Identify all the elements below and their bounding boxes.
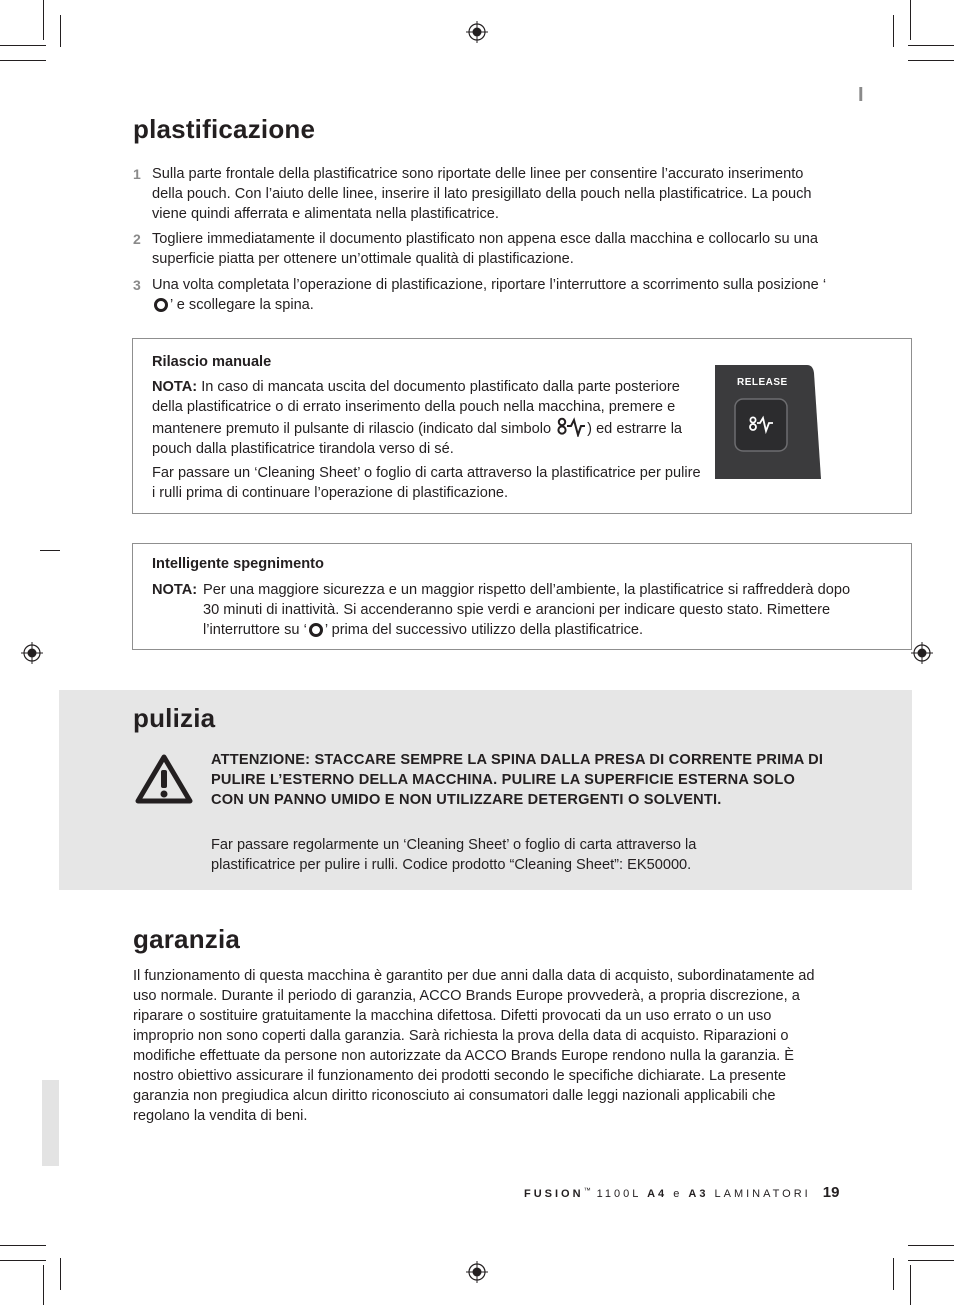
- shutdown-heading: Intelligente spegnimento: [152, 556, 324, 572]
- footer-a3: A3: [688, 1188, 709, 1200]
- cleaning-text: Far passare regolarmente un ‘Cleaning Sheet’ o foglio di carta attraverso la plastificatrice per pulire i rulli. Codice prodotto “Cleaning Sheet”: EK50000.: [211, 837, 697, 873]
- shutdown-text: Per una maggiore sicurezza e un maggior rispetto dell’ambiente, la plastificatrice si raffredderà dopo 30 minuti di inattività. Si accenderanno spie verdi e arancioni per indicare questo stato. Rimettere l’interruttore su ‘ ’ prima del successivo utilizzo della plastificatrice.: [203, 582, 851, 638]
- release-heading: Rilascio manuale: [152, 354, 272, 370]
- footer-brand: FUSION: [524, 1188, 584, 1200]
- off-circle-icon: [154, 298, 168, 312]
- release-label: RELEASE: [737, 377, 788, 388]
- registration-mark-icon: [466, 21, 488, 43]
- footer-conj: e: [673, 1188, 683, 1200]
- section-title-garanzia: garanzia: [133, 924, 241, 954]
- step-text: Togliere immediatamente il documento plastificato non appena esce dalla macchina e collocarlo su una superficie piatta per ottenere un’ottimale qualità di plastificazione.: [152, 231, 819, 267]
- release-button-illustration: [713, 363, 823, 481]
- section-title-plastificazione: plastificazione: [133, 114, 316, 144]
- shutdown-note-box: [132, 543, 912, 650]
- warranty-text: Il funzionamento di questa macchina è garantito per due anni dalla data di acquisto, subordinatamente ad uso normale. Durante il periodo di garanzia, ACCO Brands Europe provvederà, a propria discrezione, a riparare o sostituire gratuitamente la macchina difettosa. Difetti provocati da un uso errato o un uso improprio non sono coperti dalla garanzia. Sarà richiesta la prova della data di acquisto. Riparazioni o modifiche effettuate da persone non autorizzate da ACCO Brands Europe rendono nulla la garanzia. È nostro obiettivo assicurare il funzionamento dei prodotti secondo le specifiche dichiarate. La presente garanzia non pregiudica alcun diritto riconosciuto ai consumatori dalle leggi nazionali applicabili che regolano la vendita di beni.: [133, 968, 815, 1124]
- release-symbol-icon: [556, 417, 586, 437]
- side-tab: [42, 1080, 59, 1166]
- step-number: 3: [133, 277, 141, 293]
- off-circle-icon: [309, 623, 323, 637]
- step-text: Una volta completata l’operazione di plastificazione, riportare l’interruttore a scorrimento sulla posizione ‘’ e scollegare la spina.: [152, 277, 827, 313]
- step-number: 1: [133, 166, 141, 182]
- warning-triangle-icon: [135, 754, 193, 804]
- registration-mark-icon: [21, 642, 43, 664]
- language-marker: I: [858, 84, 864, 106]
- footer-model: 1100L: [596, 1188, 641, 1200]
- step-1: [133, 164, 833, 224]
- page-number: 19: [822, 1184, 840, 1201]
- step-2: [133, 229, 833, 269]
- registration-mark-icon: [466, 1261, 488, 1283]
- footer-product: LAMINATORI: [714, 1188, 811, 1200]
- step-text: Sulla parte frontale della plastificatrice sono riportate delle linee per consentire l’accurato inserimento della pouch. Con l’aiuto delle linee, inserire il lato presigillato della pouch nella plastificatrice. La pouch viene quindi afferrata e alimentata nella plastificatrice.: [152, 166, 812, 222]
- registration-mark-icon: [911, 642, 933, 664]
- cleaning-band: [59, 690, 912, 890]
- footer: FUSION™ 1100L A4 e A3 LAMINATORI 19: [524, 1184, 840, 1201]
- step-3: [133, 275, 833, 315]
- footer-a4: A4: [647, 1188, 668, 1200]
- shutdown-nota-label: NOTA:: [152, 582, 198, 598]
- step-number: 2: [133, 231, 141, 247]
- section-title-pulizia: pulizia: [133, 703, 216, 733]
- release-note-text: NOTA: In caso di mancata uscita del documento plastificato dalla parte posteriore della plastificatrice o di errato inserimento della pouch nella macchina, premere e mantenere premuto il pulsante di rilascio (indicato dal simbolo ) ed estrarre la pouch dalla plastificatrice tirandola verso di sé.: [152, 379, 683, 457]
- release-note-box: [132, 338, 912, 514]
- release-para2: Far passare un ‘Cleaning Sheet’ o foglio di carta attraverso la plastificatrice per pulire i rulli prima di continuare l’operazione di plastificazione.: [152, 465, 701, 501]
- cleaning-warning: ATTENZIONE: STACCARE SEMPRE LA SPINA DALLA PRESA DI CORRENTE PRIMA DI PULIRE L’ESTERNO DELLA MACCHINA. PULIRE LA SUPERFICIE ESTERNA SOLO CON UN PANNO UMIDO E NON UTILIZZARE DETERGENTI O SOLVENTI.: [211, 752, 824, 808]
